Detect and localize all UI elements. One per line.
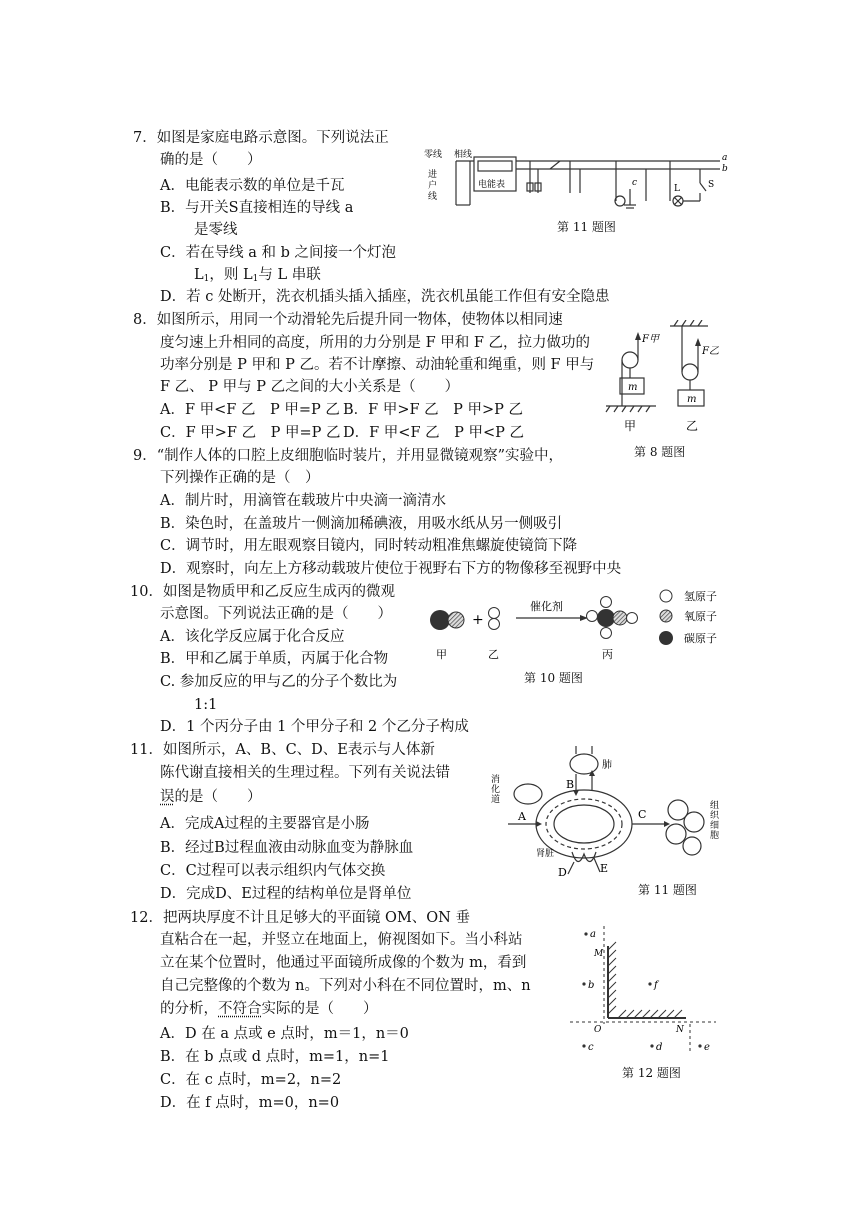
q8-option-b: B．F 甲>F 乙 P 甲>P 乙 [343, 402, 524, 418]
q11-option-d: D．完成D、E过程的结构单位是肾单位 [160, 886, 412, 902]
q7-fig-label-a: a [722, 153, 728, 163]
q11-fig-tissue: 细 [710, 821, 720, 831]
q7-fig-entry: 进 [428, 170, 438, 180]
q11-fig-kidney: 肾脏 [536, 849, 555, 859]
q10-fig-legend-c: 碳原子 [684, 632, 717, 645]
q7-option-c-line2: $L_1$，则 $L_1$与 L 串联 [194, 267, 321, 284]
q7-fig-entry: 户 [428, 181, 438, 191]
q12-stem-line1: 12．把两块厚度不计且足够大的平面镜 OM、ON 垂 [130, 910, 470, 926]
q9-option-a: A．制片时，用滴管在载玻片中央滴一滴清水 [160, 493, 446, 509]
q11-fig-label-e: E [600, 862, 609, 875]
q11-stem-line2: 陈代谢直接相关的生理过程。下列有关说法错 [160, 765, 450, 781]
q11-caption: 第 11 题图 [638, 883, 697, 897]
q11-fig-tissue: 胞 [710, 831, 720, 841]
q12-stem-line3: 立在某个位置时，他通过平面镜所成像的个数为 m，看到 [160, 955, 527, 971]
q9-stem-line1: 9．“制作人体的口腔上皮细胞临时装片，并用显微镜观察”实验中， [133, 448, 564, 464]
q7-fig-entry: 线 [428, 192, 438, 202]
q10-caption: 第 10 题图 [524, 671, 583, 685]
q12-fig-point-e: e [704, 1042, 710, 1053]
q11-fig-label-a: A [518, 810, 526, 823]
q12-fig-point-b: b [588, 980, 595, 991]
q12-option-c: C．在 c 点时，m=2，n=2 [160, 1072, 342, 1088]
q11-fig-label-c: C [638, 808, 647, 821]
q11-option-a: A．完成A过程的主要器官是小肠 [160, 816, 370, 832]
q12-option-d: D．在 f 点时，m=0，n=0 [160, 1095, 340, 1111]
q9-option-b: B．染色时，在盖玻片一侧滴加稀碘液，用吸水纸从另一侧吸引 [160, 516, 563, 532]
q7-option-d: D．若 c 处断开，洗衣机插头插入插座，洗衣机虽能工作但有安全隐患 [160, 289, 610, 305]
q11-option-c: C．C过程可以表示组织内气体交换 [160, 863, 386, 879]
q7-fig-label-b: b [722, 164, 728, 174]
q8-stem-line1: 8．如图所示，用同一个动滑轮先后提升同一物体，使物体以相同速 [133, 312, 563, 328]
q11-option-b: B．经过B过程血液由动脉血变为静脉血 [160, 840, 414, 856]
q11-stem-line1: 11．如图所示，A、B、C、D、E表示与人体新 [130, 742, 435, 758]
q8-option-d: D．F 甲<F 乙 P 甲<P 乙 [343, 425, 524, 441]
q10-fig-label-bing: 丙 [602, 648, 613, 661]
q12-fig-point-a: a [590, 929, 596, 940]
q10-fig-label-jia: 甲 [436, 648, 447, 661]
q9-option-c: C．调节时，用左眼观察目镜内，同时转动粗准焦螺旋使镜筒下降 [160, 538, 578, 554]
q7-fig-meter: 电能表 [478, 180, 506, 190]
q11-fig-label-d: D [558, 866, 567, 878]
q12-fig-point-f: f [654, 980, 658, 991]
q7-option-c-line1: C．若在导线 a 和 b 之间接一个灯泡 [160, 245, 396, 261]
q11-fig-label-b: B [566, 778, 575, 791]
q7-option-b-line1: B．与开关S直接相连的导线 a [160, 200, 354, 216]
q12-fig-label-o: O [594, 1025, 602, 1035]
q8-stem-line3: 功率分别是 P 甲和 P 乙。若不计摩擦、动油轮重和绳重，则 F 甲与 [160, 357, 595, 373]
q12-stem-line2: 直粘合在一起，并竖立在地面上，俯视图如下。当小科站 [160, 932, 523, 948]
q12-caption: 第 12 题图 [622, 1066, 681, 1080]
q10-option-d: D．1 个丙分子由 1 个甲分子和 2 个乙分子构成 [160, 719, 469, 735]
q11-fig-tissue: 织 [710, 811, 720, 821]
q7-fig-label-c: c [632, 178, 638, 188]
q11-fig-digest: 消 [491, 775, 501, 785]
q12-fig-point-d: d [656, 1042, 663, 1053]
q10-fig-legend-h: 氢原子 [684, 590, 717, 603]
q7-fig-label-s: S [708, 180, 715, 190]
q11-fig-tissue: 组 [710, 801, 720, 811]
q7-caption: 第 11 题图 [557, 220, 616, 234]
q8-fig-label-jia: 甲 [624, 419, 637, 433]
q7-fig-fire-line: 相线 [454, 150, 473, 160]
q7-option-a: A．电能表示数的单位是千瓦 [160, 178, 345, 194]
q8-fig-mass-yi: m [687, 394, 697, 405]
q8-fig-mass-jia: m [628, 382, 638, 393]
q8-option-a: A．F 甲<F 乙 P 甲=P 乙 [160, 402, 340, 418]
q10-option-b: B．甲和乙属于单质，丙属于化合物 [160, 651, 389, 667]
q8-caption: 第 8 题图 [634, 445, 686, 459]
q12-fig-label-m: M [594, 949, 604, 959]
q9-stem-line2: 下列操作正确的是（ ） [160, 470, 320, 486]
q10-option-c-line2: 1:1 [194, 697, 218, 713]
q10-fig-label-yi: 乙 [488, 648, 499, 661]
q11-fig-digest: 道 [491, 795, 501, 805]
q8-option-c: C．F 甲>F 乙 P 甲=P 乙 [160, 425, 341, 441]
q8-fig-f-yi: F乙 [702, 346, 719, 357]
q10-reaction-diagram [420, 586, 740, 666]
q12-option-a: A．D 在 a 点或 e 点时，m＝1，n＝0 [160, 1026, 409, 1042]
q10-stem-line2: 示意图。下列说法正确的是（ ） [160, 606, 392, 622]
q12-stem-line5: 的分析，不符合实际的是（ ） [160, 1001, 378, 1017]
q11-stem-line3: 误的是（ ） [160, 789, 262, 805]
q7-circuit-diagram [420, 143, 730, 221]
q10-option-c-line1: C. 参加反应的甲与乙的分子个数比为 [160, 674, 398, 690]
q7-option-b-line2: 是零线 [194, 222, 238, 238]
q7-stem-line1: 7．如图是家庭电路示意图。下列说法正 [133, 130, 389, 146]
q11-fig-lung: 肺 [602, 760, 612, 771]
q10-stem-line1: 10．如图是物质甲和乙反应生成丙的微观 [130, 584, 395, 600]
q8-fig-f-jia: F甲 [642, 334, 659, 345]
q10-fig-catalyst: 催化剂 [530, 600, 563, 613]
q12-stem-line4: 自己完整像的个数为 n。下列对小科在不同位置时，m、n [160, 978, 531, 994]
q7-stem-line2: 确的是（ ） [160, 152, 262, 168]
q8-pulley-diagram [598, 320, 728, 440]
q12-mirror-diagram [566, 924, 726, 1056]
q10-fig-legend-o: 氧原子 [684, 610, 717, 623]
q8-stem-line2: 度匀速上升相同的高度，所用的力分别是 F 甲和 F 乙，拉力做功的 [160, 335, 591, 351]
q7-fig-label-l: L [674, 184, 680, 194]
q12-option-b: B．在 b 点或 d 点时，m=1，n=1 [160, 1049, 390, 1065]
q10-option-a: A．该化学反应属于化合反应 [160, 629, 345, 645]
q7-fig-zero-line: 零线 [424, 150, 443, 160]
q11-fig-digest: 化 [491, 785, 501, 795]
q11-metabolism-diagram [488, 746, 724, 878]
q9-option-d: D．观察时，向左上方移动载玻片使位于视野右下方的物像移至视野中央 [160, 561, 622, 577]
q12-fig-point-c: c [588, 1042, 594, 1053]
q8-fig-label-yi: 乙 [686, 419, 699, 433]
q12-fig-label-n: N [676, 1025, 684, 1035]
q8-stem-line4: F 乙、 P 甲与 P 乙之间的大小关系是（ ） [160, 379, 460, 395]
plus-sign: + [472, 612, 484, 628]
